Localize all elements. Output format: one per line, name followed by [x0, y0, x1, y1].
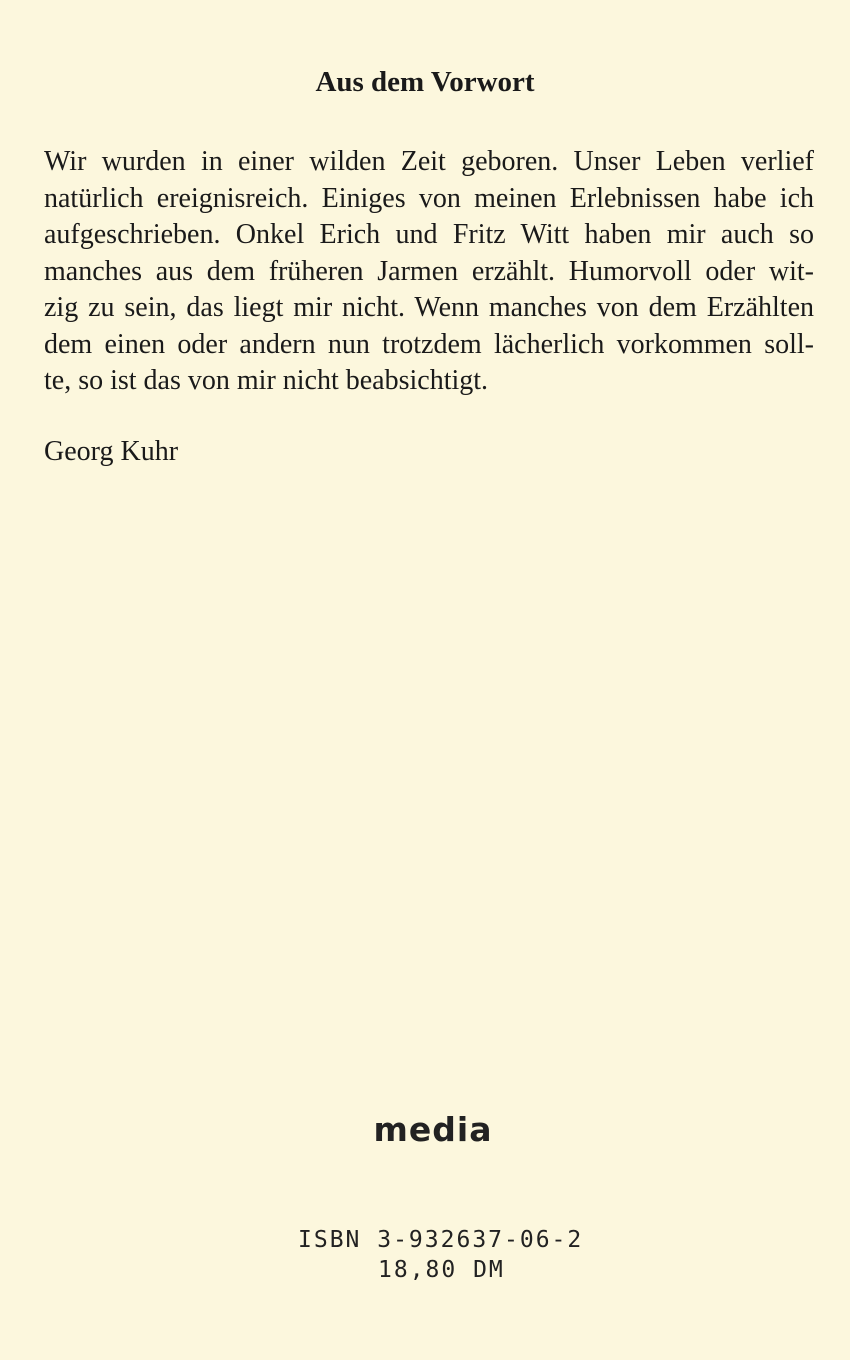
isbn-block: [298, 1225, 583, 1285]
foreword-line-5: zig zu sein, das liegt mir nicht. Wenn manches von dem Erzählten: [44, 292, 814, 323]
author-signature: Georg Kuhr: [44, 436, 179, 467]
foreword-text: [44, 144, 814, 400]
foreword-line-2: natürlich ereignisreich. Einiges von meinen Erlebnissen habe ich: [44, 182, 814, 214]
page-title: Aus dem Vorwort: [315, 66, 535, 98]
foreword-line-1: Wir wurden in einer wilden Zeit geboren. Unser Leben verlief: [44, 146, 814, 177]
foreword-line-6: dem einen oder andern nun trotzdem lächerlich vorkommen soll-: [44, 328, 814, 360]
foreword-line-7: te, so ist das von mir nicht beabsichtigt.: [44, 365, 489, 396]
isbn-number: ISBN 3-932637-06-2: [298, 1227, 584, 1253]
foreword-line-4: manches aus dem früheren Jarmen erzählt. Humorvoll oder wit-: [44, 255, 814, 287]
price: 18,80 DM: [378, 1257, 505, 1283]
foreword-line-3: aufgeschrieben. Onkel Erich und Fritz Witt haben mir auch so: [44, 219, 814, 250]
publisher-logo: media: [373, 1110, 493, 1149]
